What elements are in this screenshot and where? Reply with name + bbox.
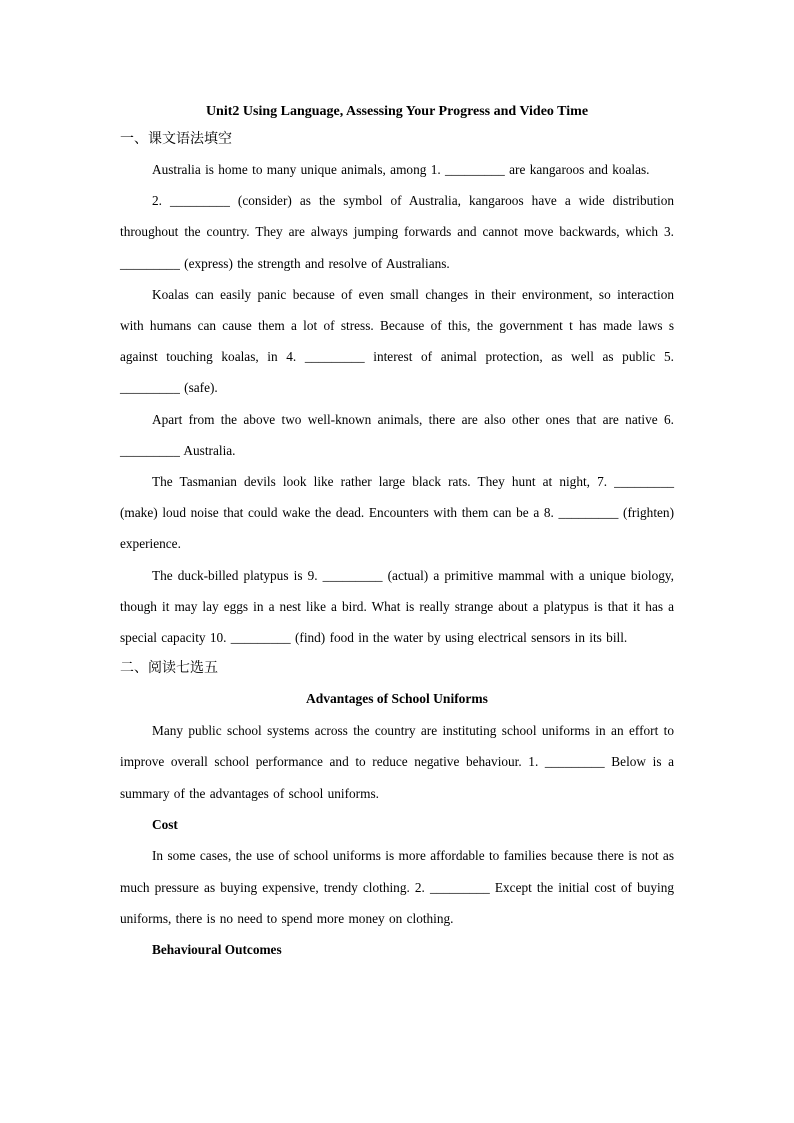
intro-paragraph: Many public school systems across the country are instituting school uniforms in an effort to improve overall school performance and to reduce negative behaviour. 1. _________ Below is a summary of the advantages of school uniforms. <box>120 723 674 801</box>
cloze-paragraph-1: Australia is home to many unique animals, among 1. _________ are kangaroos and koalas. <box>152 162 650 177</box>
behaviour-heading: Behavioural Outcomes <box>152 941 282 957</box>
cloze-paragraph-5: The Tasmanian devils look like rather large black rats. They hunt at night, 7. _________ (make) loud noise that could wake the dead. Encounters with them can be a 8. _________ (frighten) experience. <box>120 474 674 552</box>
page-title: Unit2 Using Language, Assessing Your Progress and Video Time <box>205 104 589 119</box>
cost-heading: Cost <box>152 816 178 832</box>
cost-paragraph: In some cases, the use of school uniforms is more affordable to families because there is not as much pressure as buying expensive, trendy clothing. 2. _________ Except the initial cost of buying uniforms, there is no need to spend more money on clothing. <box>120 848 674 926</box>
document-page <box>120 100 674 965</box>
article-title: Advantages of School Uniforms <box>306 691 488 707</box>
cloze-paragraph-2: 2. _________ (consider) as the symbol of Australia, kangaroos have a wide distribution throughout the country. They are always jumping forwards and cannot move backwards, which 3. _________ (express) the strength and resolve of Australians. <box>120 193 674 271</box>
cloze-paragraph-6: The duck-billed platypus is 9. _________ (actual) a primitive mammal with a unique biology, though it may lay eggs in a nest like a bird. What is really strange about a platypus is that it has a special capacity 10. _________ (find) food in the water by using electrical sensors in its bill. <box>120 567 674 646</box>
section1-title: 一、课文语法填空 <box>120 131 232 147</box>
section2-title: 二、阅读七选五 <box>120 660 218 677</box>
cloze-paragraph-4: Apart from the above two well-known animals, there are also other ones that are native 6. _________ Australia. <box>120 411 674 458</box>
cloze-paragraph-3: Koalas can easily panic because of even small changes in their environment, so interaction with humans can cause them a lot of stress. Because of this, the government t has made laws s against touching koalas, in 4. _________ interest of animal protection, as well as public 5. _________ (safe). <box>120 286 674 396</box>
